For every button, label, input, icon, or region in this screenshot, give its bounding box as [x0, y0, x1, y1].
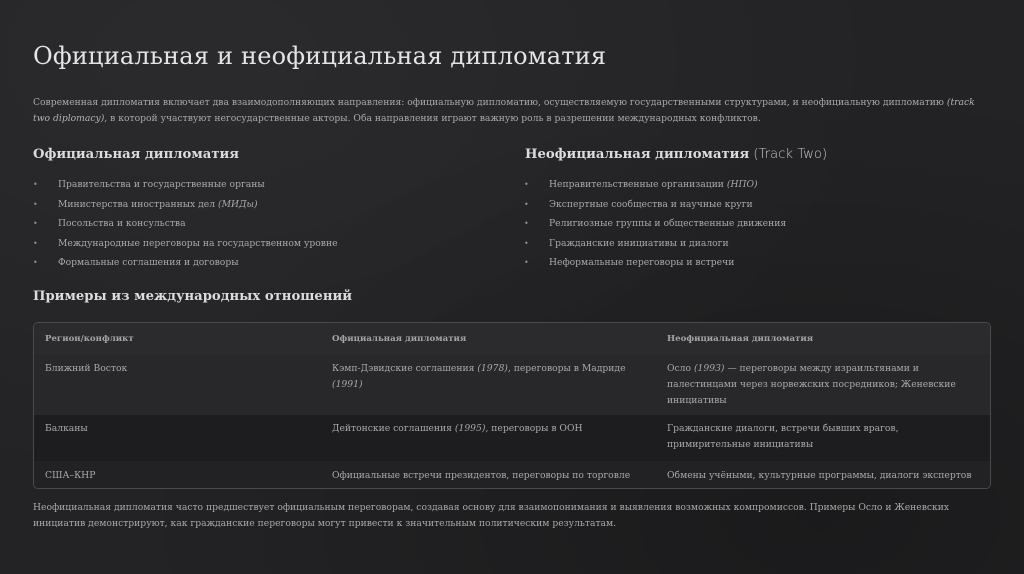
list-item — [33, 234, 338, 254]
official-list — [33, 175, 338, 273]
column-header-unofficial: Неофициальная дипломатия — [656, 323, 990, 355]
list-item — [524, 253, 786, 273]
cell-text: Гражданские диалоги, встречи бывших врагов, примирительные инициативы — [667, 423, 899, 450]
cell-unofficial — [656, 415, 990, 461]
cell-official — [321, 355, 656, 415]
column-header-official: Официальная дипломатия — [321, 323, 656, 355]
list-item — [33, 253, 338, 273]
table-header-row — [34, 323, 990, 355]
conclusion-paragraph: Неофициальная дипломатия часто предшествует официальным переговорам, создавая основу для взаимопонимания и выявления возможных компромиссов. Примеры Осло и Женевских инициатив демонстрируют, как гражданские переговоры могут привести к значительным политическим результатам. — [33, 502, 950, 529]
list-item-text: Правительства и государственные органы — [58, 179, 265, 190]
cell-region: Балканы — [45, 423, 88, 434]
unofficial-list — [524, 175, 786, 273]
list-item-text: Неправительственные организации — [549, 179, 727, 190]
cell-text: Дейтонские соглашения — [332, 423, 455, 434]
examples-heading: Примеры из международных отношений — [33, 289, 353, 304]
examples-table — [33, 322, 991, 489]
cell-unofficial — [656, 355, 990, 415]
list-item-text: Религиозные группы и общественные движения — [549, 218, 787, 230]
table-row — [34, 461, 990, 489]
cell-text: (1991) — [332, 379, 363, 390]
list-item — [524, 175, 786, 195]
list-item-text: Экспертные сообщества и научные круги — [549, 198, 753, 210]
list-item — [33, 195, 338, 215]
cell-text: (1993) — [693, 363, 725, 374]
intro-text-after: , в которой участвуют негосударственные акторы. Оба направления играют важную роль в разрешении международных конфликтов. — [104, 113, 761, 124]
list-item-text: Министерства иностранных дел — [58, 198, 219, 210]
intro-paragraph — [33, 95, 993, 127]
column-header-region: Регион/конфликт — [34, 323, 321, 355]
cell-region: Ближний Восток — [45, 363, 128, 374]
table-row — [34, 355, 990, 415]
cell-official — [321, 461, 656, 489]
intro-text-italic: (track two diplomacy) — [33, 97, 975, 124]
cell-region: США–КНР — [45, 470, 96, 481]
cell-text: Кэмп-Дэвидские соглашения — [332, 363, 478, 374]
cell-official — [321, 415, 656, 461]
cell-text: (1978) — [477, 363, 508, 374]
list-item-text: Посольства и консульства — [58, 218, 186, 230]
list-item-text: Неформальные переговоры и встречи — [549, 257, 735, 269]
cell-text: Осло — [667, 363, 694, 374]
list-item-text: Международные переговоры на государственном уровне — [58, 237, 338, 249]
unofficial-heading — [525, 147, 827, 162]
official-heading: Официальная дипломатия — [33, 147, 240, 162]
cell-text: , переговоры в ООН — [485, 423, 583, 434]
table-row — [34, 415, 990, 461]
list-item — [33, 175, 338, 195]
cell-text: Обмены учёными, культурные программы, диалоги экспертов — [667, 470, 972, 481]
cell-text: , переговоры в Мадриде — [507, 363, 626, 374]
cell-text: (1995) — [454, 423, 486, 434]
list-item-text: Гражданские инициативы и диалоги — [549, 237, 729, 249]
list-item — [33, 214, 338, 234]
list-item-italic: (НПО) — [726, 179, 758, 190]
cell-text: — переговоры между израильтянами и палестинцами через норвежских посредников; Женевские инициативы — [667, 363, 956, 406]
intro-text-before: Современная дипломатия включает два взаимодополняющих направления: официальную дипломатию, осуществляемую государственными структурами, и неофициальную дипломатию — [33, 97, 947, 108]
cell-unofficial — [656, 461, 990, 489]
list-item — [524, 234, 786, 254]
list-item-text: Формальные соглашения и договоры — [58, 257, 239, 269]
list-item-italic: (МИДы) — [218, 198, 258, 210]
unofficial-heading-suffix: (Track Two) — [749, 147, 828, 162]
list-item — [524, 214, 786, 234]
page-title: Официальная и неофициальная дипломатия — [33, 42, 607, 70]
list-item — [524, 195, 786, 215]
unofficial-heading-main: Неофициальная дипломатия — [525, 147, 750, 162]
cell-text: Официальные встречи президентов, переговоры по торговле — [332, 470, 631, 481]
